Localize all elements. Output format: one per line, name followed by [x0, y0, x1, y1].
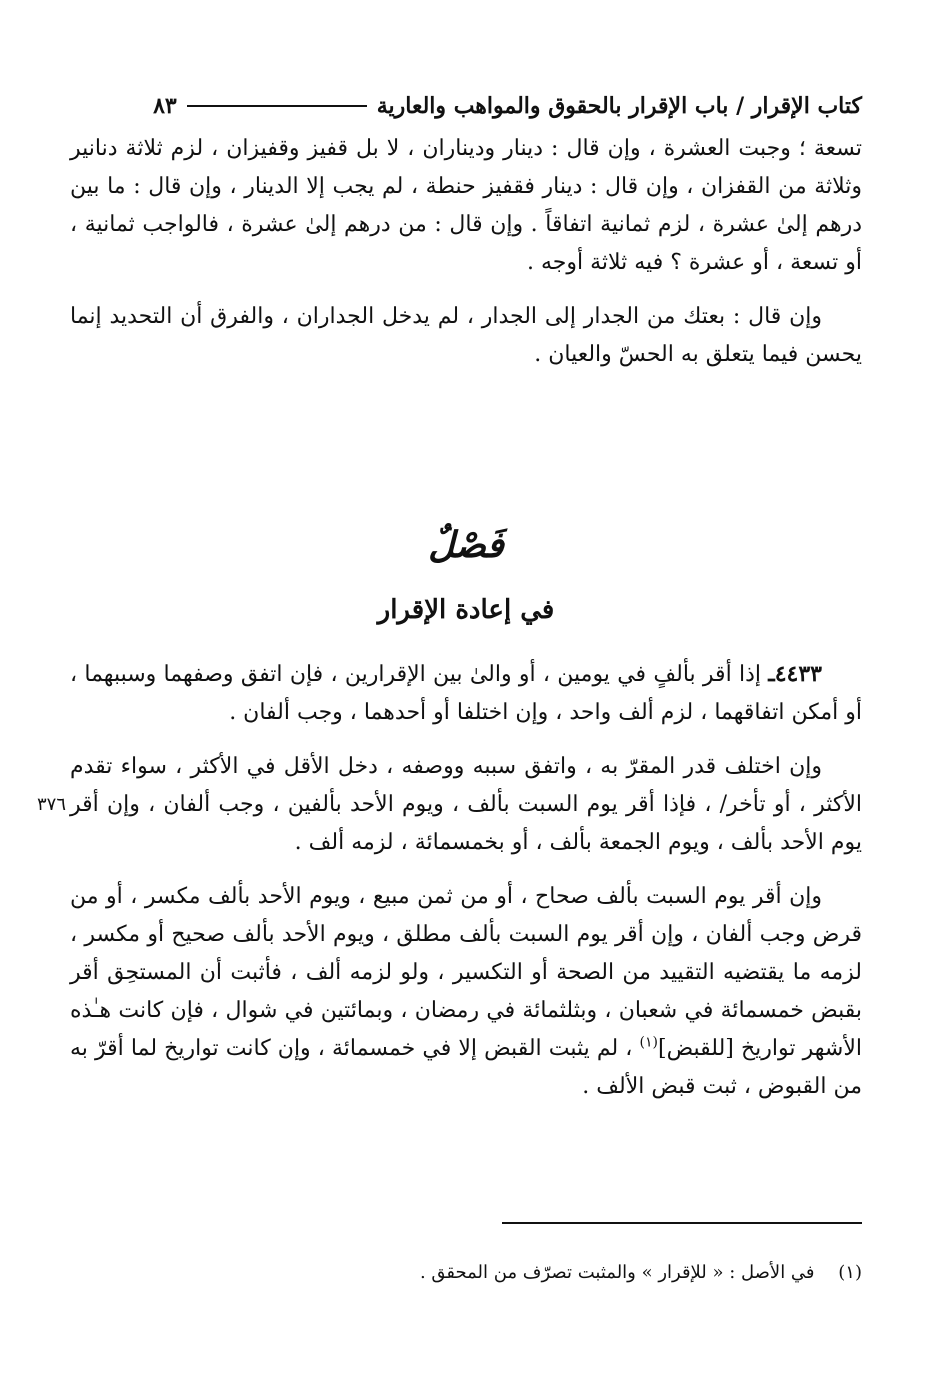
document-page [70, 70, 862, 1330]
footnote-rule [502, 1222, 862, 1224]
paragraph-gap [70, 282, 862, 298]
body-text-top [70, 130, 862, 374]
paragraph-gap [70, 862, 862, 878]
paragraph-gap [70, 732, 862, 748]
section-title: في إعادة الإقرار [377, 595, 555, 625]
running-title: كتاب الإقرار / باب الإقرار بالحقوق والمواهب والعارية [376, 93, 862, 119]
footnote [70, 1258, 862, 1288]
issue-text: إذا أقر بألفٍ في يومين ، أو والىٰ بين الإقرارين ، فإن اتفق وصفهما وسببهما ، أو أمكن اتفاقهما ، لزم ألف واحد ، وإن اختلفا أو أحدهما ، وجب ألفان . [70, 662, 862, 725]
running-header [70, 88, 862, 124]
header-rule [187, 105, 367, 107]
paragraph-text: وإن أقر يوم السبت بألف صحاح ، أو من ثمن مبيع ، ويوم الأحد بألف مكسر ، أو من قرض وجب ألفان ، وإن أقر يوم السبت بألف مطلق ، ويوم الأحد بألف صحيح أو مكسر ، لزمه ما يقتضيه التقييد من الصحة أو التكسير ، ولو لزمه ألف ، فأثبت أن المستحِق أقر بقبض خمسمائة في شعبان ، وبثلثمائة في رمضان ، وبمائتين في شوال ، فإن كانت هـٰذه الأشهر تواريخ [للقبض] [70, 884, 862, 1061]
footnote-text: في الأصل : « للإقرار » والمثبت تصرّف من المحقق . [419, 1262, 815, 1283]
issue-number: ٤٤٣٣ـ [768, 661, 822, 687]
issue-paragraph [70, 655, 862, 732]
paragraph: وإن اختلف قدر المقرّ به ، واتفق سببه ووصفه ، دخل الأقل في الأكثر ، سواء تقدم الأكثر ، أو تأخر/ ، فإذا أقر يوم السبت بألف ، ويوم الأحد بألفين ، وجب ألفان ، وإن أقر يوم الأحد بألف ، ويوم الجمعة بألف ، أو بخمسمائة ، لزمه ألف . [70, 754, 862, 855]
body-text-bottom [70, 655, 862, 1106]
margin-page-reference: ٣٧٦ [37, 794, 67, 815]
footnote-mark: (١) [838, 1262, 862, 1283]
paragraph: تسعة ؛ وجبت العشرة ، وإن قال : دينار وديناران ، لا بل قفيز وقفيزان ، لزم ثلاثة دنانير وثلاثة من القفزان ، وإن قال : دينار فقفيز حنطة ، لم يجب إلا الدينار ، وإن قال : ما بين درهم إلىٰ عشرة ، لزم ثمانية اتفاقاً . وإن قال : من درهم إلىٰ عشرة ، فالواجب ثمانية ، أو تسعة ، أو عشرة ؟ فيه ثلاثة أوجه . [70, 136, 862, 275]
paragraph [70, 878, 862, 1106]
paragraph: وإن قال : بعتك من الجدار إلى الجدار ، لم يدخل الجداران ، والفرق أن التحديد إنما يحسن فيما يتعلق به الحسّ والعيان . [70, 304, 862, 367]
footnote-reference: (١) [639, 1034, 658, 1051]
section-ornament: فَصْلٌ [428, 524, 504, 566]
page-number: ٨٣ [153, 93, 177, 119]
paragraph-text: ، لم يثبت القبض إلا في خمسمائة ، وإن كانت تواريخ لما أقرّ به من القبوض ، ثبت قبض الألف . [70, 1036, 862, 1099]
